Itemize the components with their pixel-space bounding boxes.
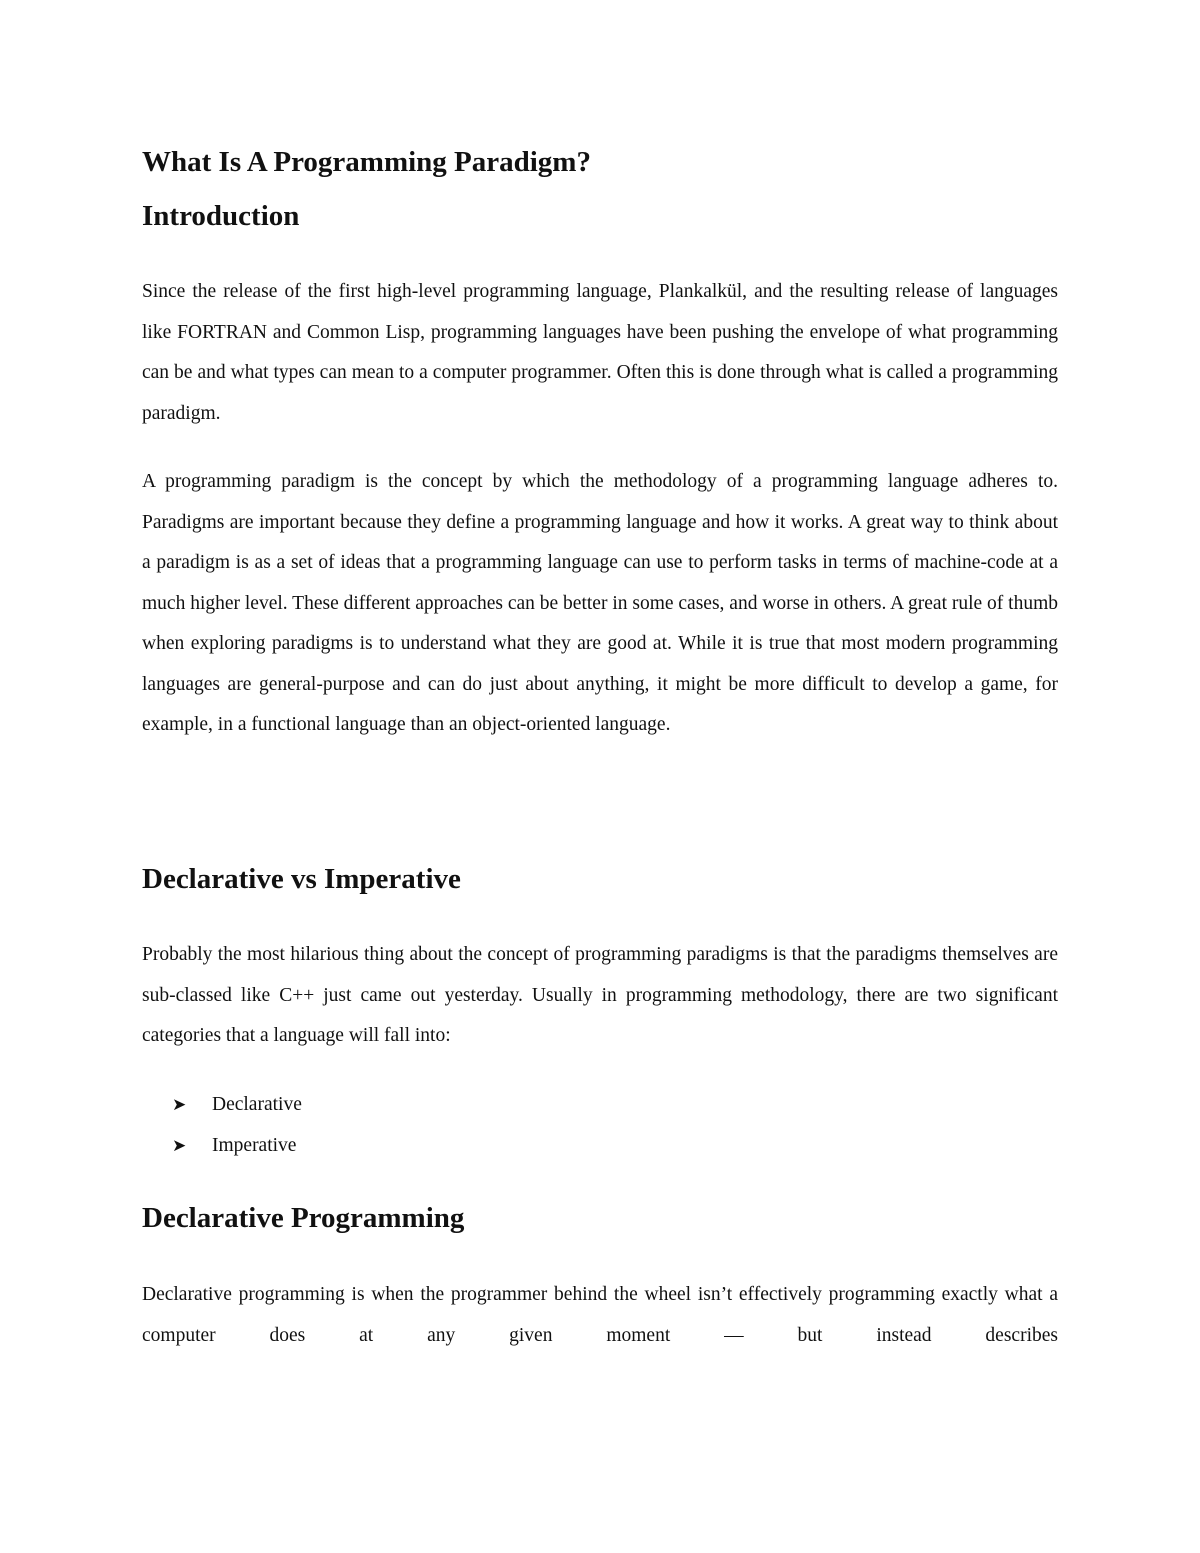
intro-paragraph-1: Since the release of the first high-level programming language, Plankalkül, and the resulting release of languages like FORTRAN and Common Lisp, programming languages have been pushing the envelope of what programming can be and what types can mean to a computer programmer. Often this is done through what is called a programming paradigm. bbox=[142, 281, 1058, 424]
list-item-label: Imperative bbox=[212, 1135, 297, 1156]
category-list bbox=[172, 1084, 302, 1166]
declarative-vs-imperative-heading: Declarative vs Imperative bbox=[142, 863, 461, 895]
declarative-programming-paragraph: Declarative programming is when the programmer behind the wheel isn’t effectively programming exactly what a computer does at any given moment — but instead describes bbox=[142, 1284, 1058, 1346]
declarative-vs-imperative-paragraph: Probably the most hilarious thing about the concept of programming paradigms is that the paradigms themselves are sub-classed like C++ just came out yesterday. Usually in programming methodology, there are two significant categories that a language will fall into: bbox=[142, 944, 1058, 1046]
list-item bbox=[172, 1084, 302, 1125]
introduction-heading: Introduction bbox=[142, 200, 300, 232]
arrowhead-bullet-icon: ➤ bbox=[172, 1095, 187, 1114]
list-item bbox=[172, 1125, 302, 1166]
intro-paragraph-2: A programming paradigm is the concept by which the methodology of a programming language adheres to. Paradigms are important because they define a programming language and how it works. A great way to think about a paradigm is as a set of ideas that a programming language can use to perform tasks in terms of machine-code at a much higher level. These different approaches can be better in some cases, and worse in others. A great rule of thumb when exploring paradigms is to understand what they are good at. While it is true that most modern programming languages are general-purpose and can do just about anything, it might be more difficult to develop a game, for example, in a functional language than an object-oriented language. bbox=[142, 471, 1059, 735]
declarative-programming-heading: Declarative Programming bbox=[142, 1202, 465, 1234]
list-item-label: Declarative bbox=[212, 1094, 302, 1115]
page-title: What Is A Programming Paradigm? bbox=[142, 146, 591, 178]
arrowhead-bullet-icon: ➤ bbox=[172, 1136, 187, 1155]
